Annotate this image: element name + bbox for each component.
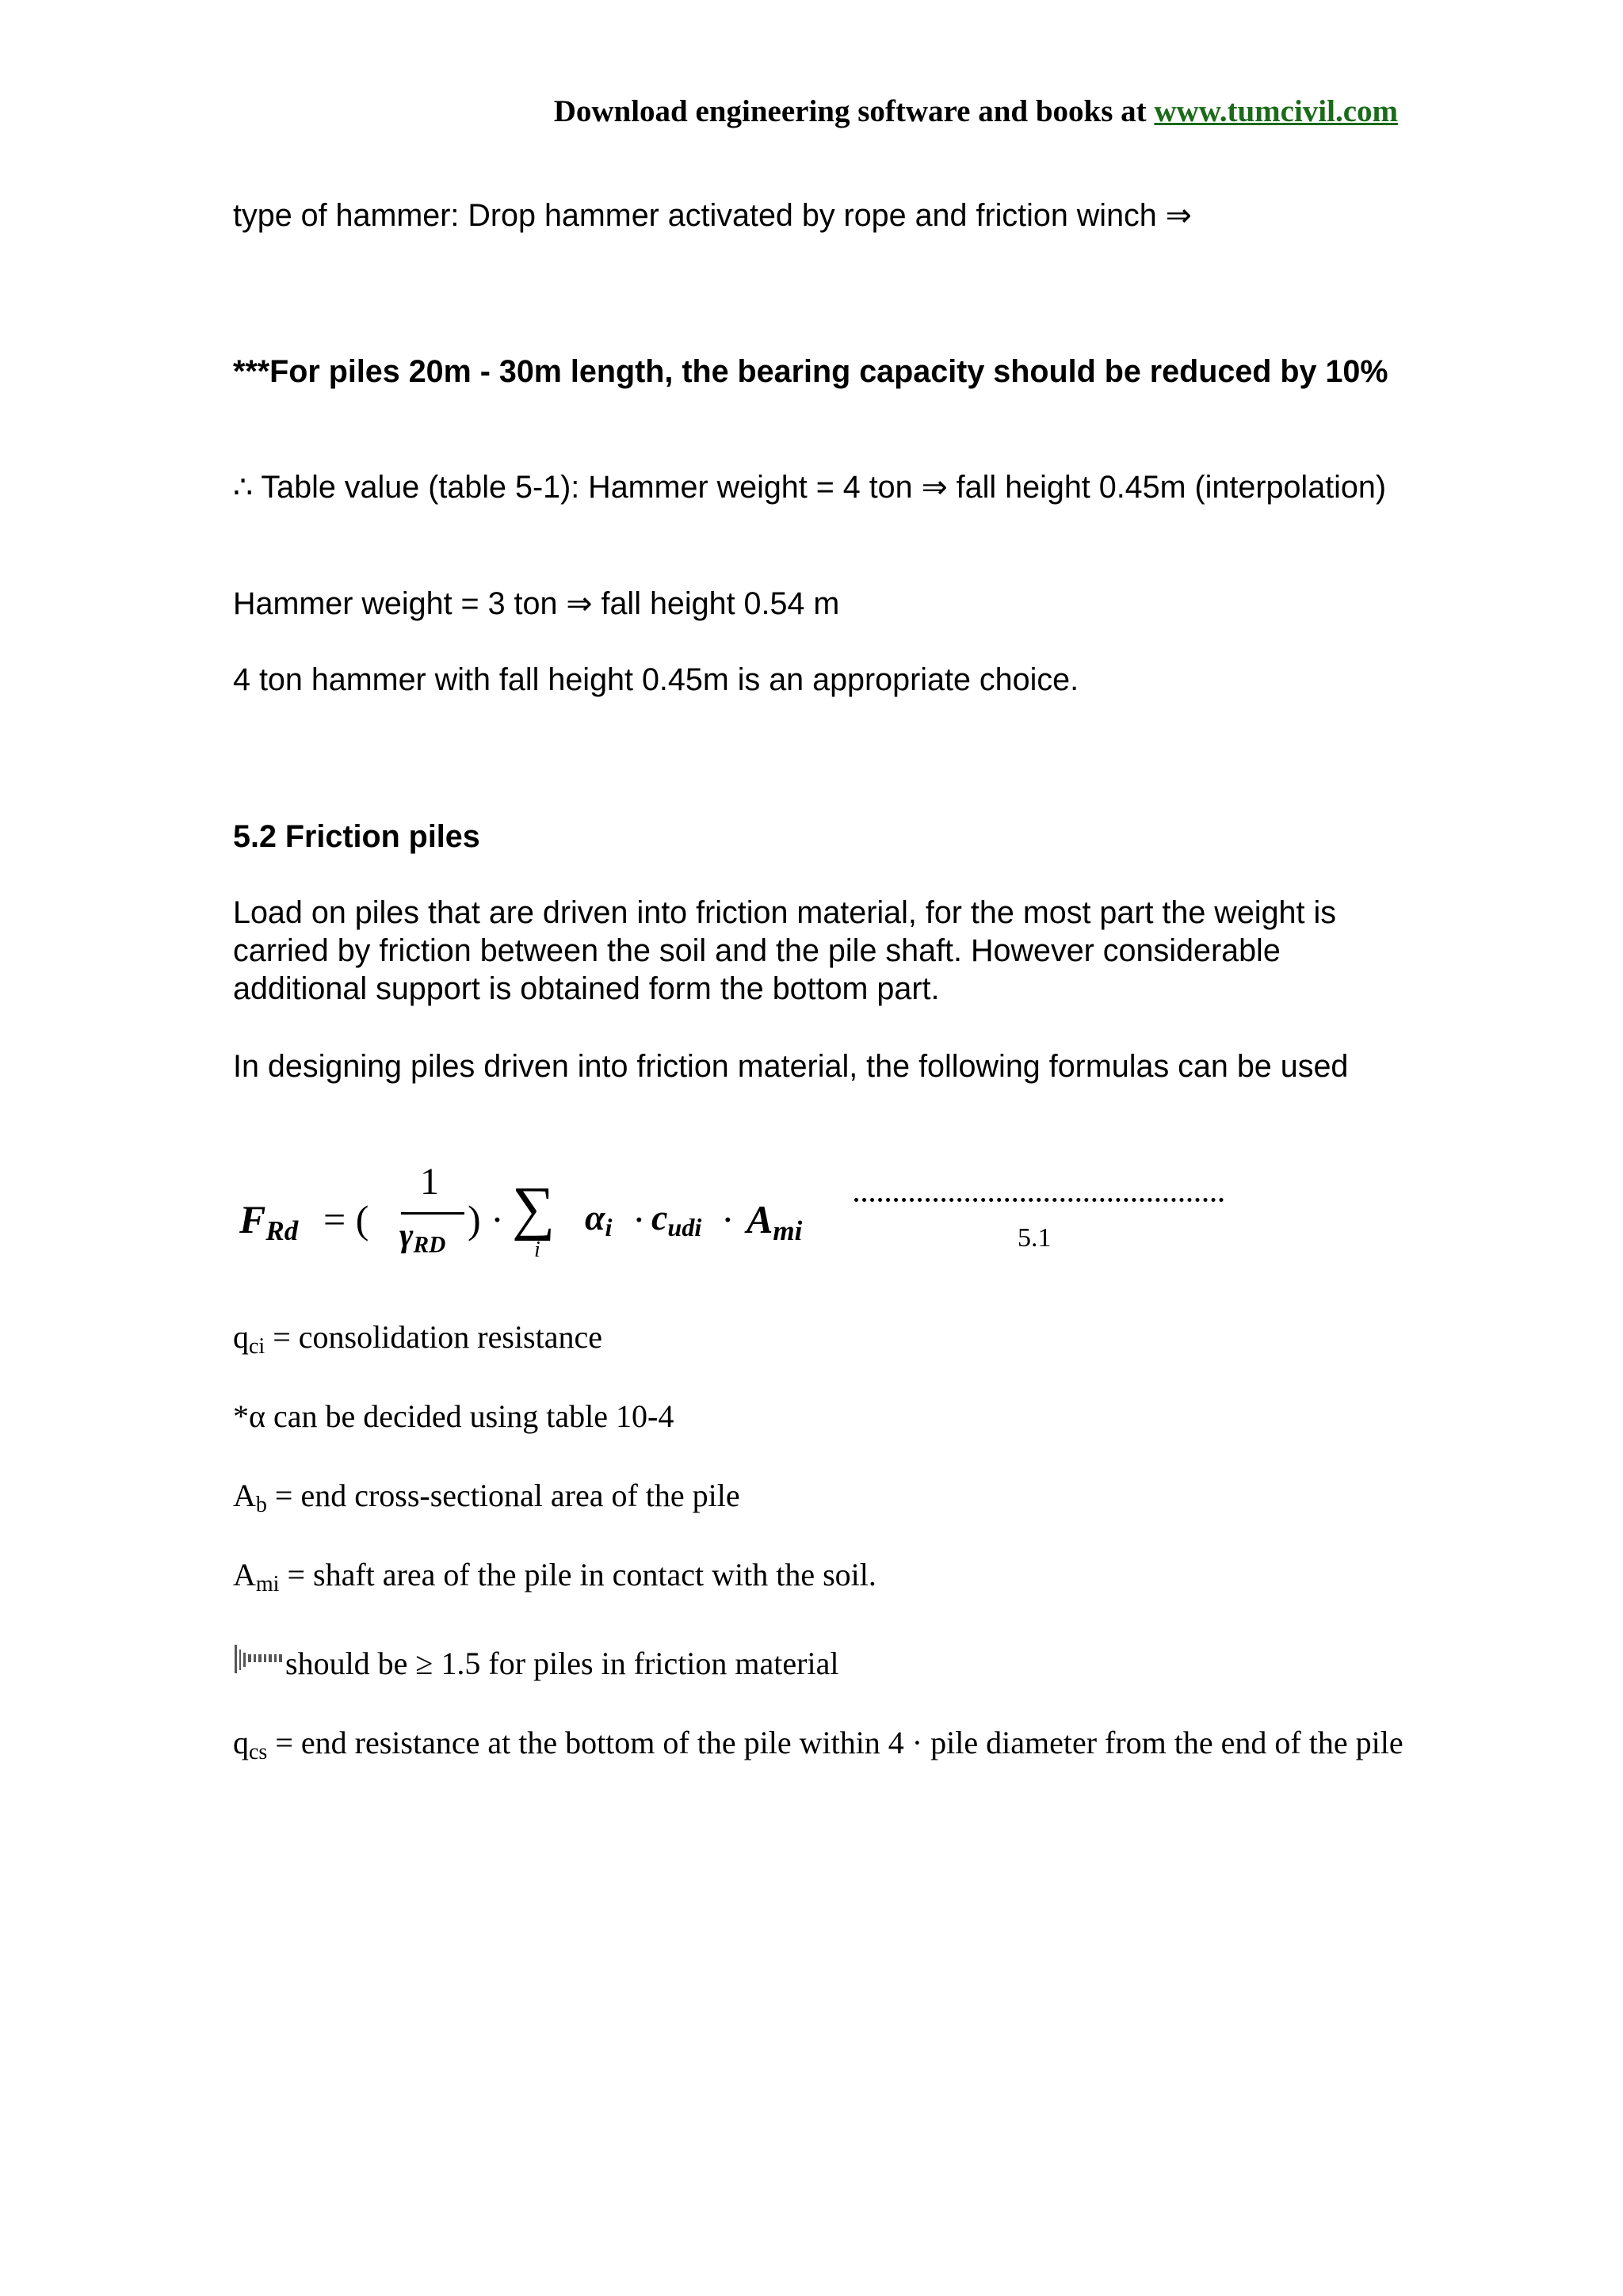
gamma-condition: should be ≥ 1.5 for piles in friction material xyxy=(285,1646,839,1681)
table-value-line: ∴ Table value (table 5-1): Hammer weight = 4 ton ⇒ fall height 0.45m (interpolation) xyxy=(233,470,1387,505)
choice-line: 4 ton hammer with fall height 0.45m is an appropriate choice. xyxy=(233,662,1079,697)
header-link[interactable]: www.tumcivil.com xyxy=(1154,94,1398,128)
friction-paragraph: Load on piles that are driven into friction material, for the most part the weight is carried by friction between the soil and the pile shaft. However considerable additional support is obtained form the bottom part. xyxy=(233,895,1336,1006)
fraction-bar xyxy=(401,1212,464,1215)
equation-leader-dots xyxy=(854,1190,1224,1202)
ab-definition: $A_b$ = end cross-sectional area of the pile xyxy=(233,1478,740,1517)
equation-number: 5.1 xyxy=(1018,1223,1052,1253)
formula-A: $A_{mi}$ xyxy=(747,1197,803,1246)
formula-dot-2: · xyxy=(721,1197,735,1241)
formula-denominator: $\gamma_{RD}$ xyxy=(399,1218,446,1258)
formula-c: $c_{udi}$ xyxy=(651,1197,702,1242)
section-title: 5.2 Friction piles xyxy=(233,819,480,854)
hammer-type-line: type of hammer: Drop hammer activated by rope and friction winch ⇒ xyxy=(233,198,1192,233)
qci-definition: $q_{ci}$ = consolidation resistance xyxy=(233,1319,602,1359)
page-header xyxy=(0,93,1398,129)
design-paragraph: In designing piles driven into friction material, the following formulas can be used xyxy=(233,1049,1349,1084)
formula-alpha: $\alpha_i$ xyxy=(585,1197,613,1242)
ami-definition: $A_{mi}$ = shaft area of the pile in contact with the soil. xyxy=(233,1557,876,1596)
formula-equals: = ( xyxy=(323,1197,369,1241)
gamma-symbol-image-icon xyxy=(233,1642,285,1680)
formula-close: ) · xyxy=(468,1197,504,1241)
alpha-definition: *α can be decided using table 10-4 xyxy=(233,1398,674,1434)
formula-lhs: $F_{Rd}$ xyxy=(239,1197,299,1246)
formula-sum-index: i xyxy=(534,1238,540,1262)
formula-numerator: 1 xyxy=(420,1161,439,1203)
formula-sum: ∑ xyxy=(512,1175,556,1241)
reduction-note: ***For piles 20m - 30m length, the bearing capacity should be reduced by 10% xyxy=(233,354,1388,389)
qcs-definition: $q_{cs}$ = end resistance at the bottom of the pile within 4 · pile diameter from the end of the pile xyxy=(233,1725,1403,1764)
header-text: Download engineering software and books at xyxy=(553,94,1155,128)
formula-5-1 xyxy=(233,1161,1232,1276)
hammer-3ton-line: Hammer weight = 3 ton ⇒ fall height 0.54 m xyxy=(233,586,840,621)
formula-dot-1: · xyxy=(632,1197,646,1241)
